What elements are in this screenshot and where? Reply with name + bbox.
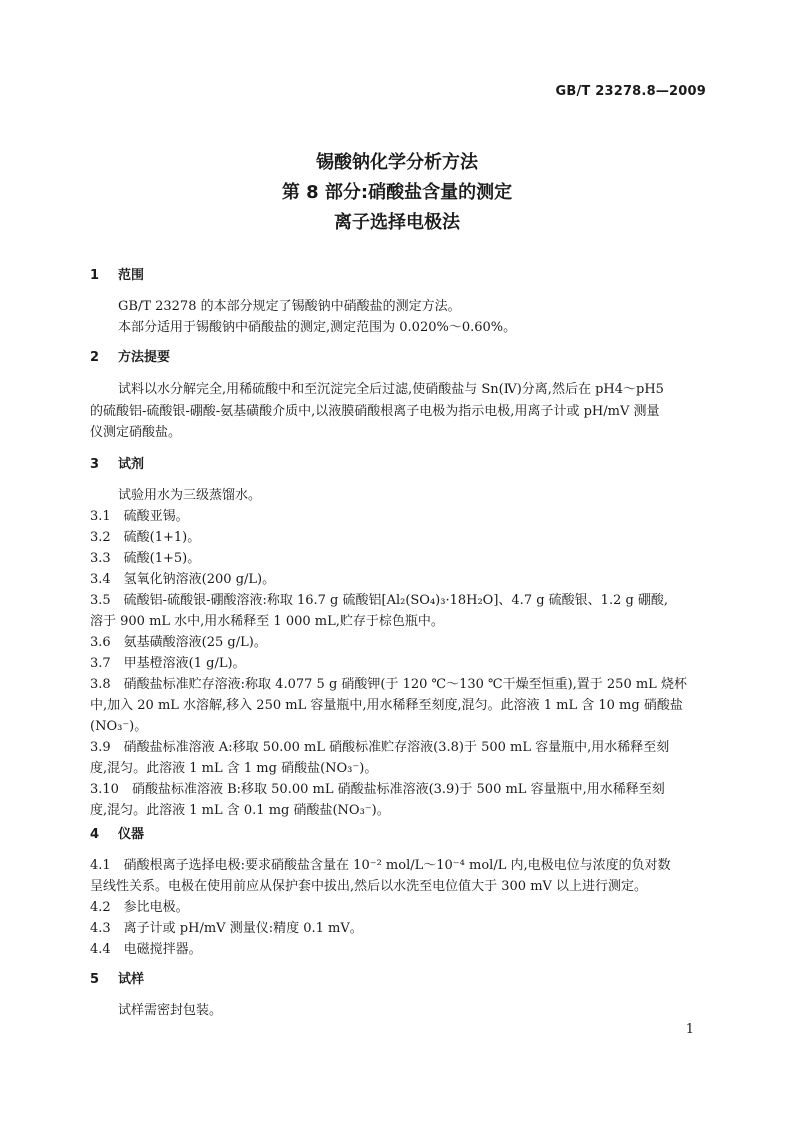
section-number: 5 [90,972,100,987]
page-number: 1 [685,1022,694,1037]
reagent-item: 3.7 甲基橙溶液(1 g/L)。 [90,656,246,671]
section-heading-method-summary [90,349,170,367]
section-number: 1 [90,268,100,283]
section-heading-reagents [90,456,144,474]
reagent-item: 3.5 硫酸铝-硫酸银-硼酸溶液:称取 16.7 g 硫酸铝[Al₂(SO₄)₃·18H₂O]、4.7 g 硫酸银、1.2 g 硼酸, [90,593,669,608]
paragraph-line: 仪测定硝酸盐。 [90,425,182,440]
section-title: 试剂 [118,457,145,472]
apparatus-item: 4.4 电磁搅拌器。 [90,942,202,957]
reagent-item: 3.2 硫酸(1+1)。 [90,530,201,545]
reagent-item: 3.8 硝酸盐标准贮存溶液:称取 4.077 5 g 硝酸钾(于 120 ℃～130 ℃干燥至恒重),置于 250 mL 烧杯 [90,677,687,692]
apparatus-item: 4.1 硝酸根离子选择电极:要求硝酸盐含量在 10⁻² mol/L～10⁻⁴ mol/L 内,电极电位与浓度的负对数 [90,858,671,873]
paragraph-line: 的硫酸铝-硫酸银-硼酸-氨基磺酸介质中,以液膜硝酸根离子电极为指示电极,用离子计或 pH/mV 测量 [90,404,660,419]
section-heading-sample [90,971,144,989]
section-title: 仪器 [118,827,145,842]
reagent-item-continued: 度,混匀。此溶液 1 mL 含 1 mg 硝酸盐(NO₃⁻)。 [90,761,378,776]
reagent-item-continued: 度,混匀。此溶液 1 mL 含 0.1 mg 硝酸盐(NO₃⁻)。 [90,803,390,818]
paragraph-line: GB/T 23278 的本部分规定了锡酸钠中硝酸盐的测定方法。 [118,299,461,314]
document-title-line2: 第 8 部分:硝酸盐含量的测定 [281,182,513,203]
reagent-item: 3.9 硝酸盐标准溶液 A:移取 50.00 mL 硝酸标准贮存溶液(3.8)于 500 mL 容量瓶中,用水稀释至刻 [90,740,670,755]
reagent-item-continued: 溶于 900 mL 水中,用水稀释至 1 000 mL,贮存于棕色瓶中。 [90,614,444,629]
section-number: 2 [90,350,100,365]
paragraph-line: 试料以水分解完全,用稀硫酸中和至沉淀完全后过滤,使硝酸盐与 Sn(Ⅳ)分离,然后在 pH4～pH5 [118,382,664,397]
reagent-item: 3.3 硫酸(1+5)。 [90,551,201,566]
reagent-item-continued: (NO₃⁻)。 [90,719,148,734]
standard-code: GB/T 23278.8—2009 [555,84,706,99]
apparatus-item: 4.3 离子计或 pH/mV 测量仪:精度 0.1 mV。 [90,921,363,936]
reagent-item: 3.10 硝酸盐标准溶液 B:移取 50.00 mL 硝酸盐标准溶液(3.9)于 500 mL 容量瓶中,用水稀释至刻 [90,782,665,797]
reagent-item-continued: 中,加入 20 mL 水溶解,移入 250 mL 容量瓶中,用水稀释至刻度,混匀。此溶液 1 mL 含 10 mg 硝酸盐 [90,698,683,713]
section-number: 4 [90,827,100,842]
section-heading-apparatus [90,826,144,844]
document-title-line1: 锡酸钠化学分析方法 [316,152,478,173]
section-title: 范围 [118,268,145,283]
paragraph-line: 试样需密封包装。 [118,1003,223,1018]
reagent-item: 3.1 硫酸亚锡。 [90,509,189,524]
apparatus-item: 4.2 参比电极。 [90,900,189,915]
paragraph-line: 试验用水为三级蒸馏水。 [118,488,262,503]
section-title: 方法提要 [118,350,171,365]
paragraph-line: 本部分适用于锡酸钠中硝酸盐的测定,测定范围为 0.020%～0.60%。 [118,320,517,335]
section-heading-scope [90,267,144,285]
document-title-line3: 离子选择电极法 [334,212,460,233]
section-number: 3 [90,457,100,472]
reagent-item: 3.6 氨基磺酸溶液(25 g/L)。 [90,635,267,650]
section-title: 试样 [118,972,145,987]
reagent-item: 3.4 氢氧化钠溶液(200 g/L)。 [90,572,276,587]
apparatus-item-continued: 呈线性关系。电极在使用前应从保护套中拔出,然后以水洗至电位值大于 300 mV 以上进行测定。 [90,879,648,894]
